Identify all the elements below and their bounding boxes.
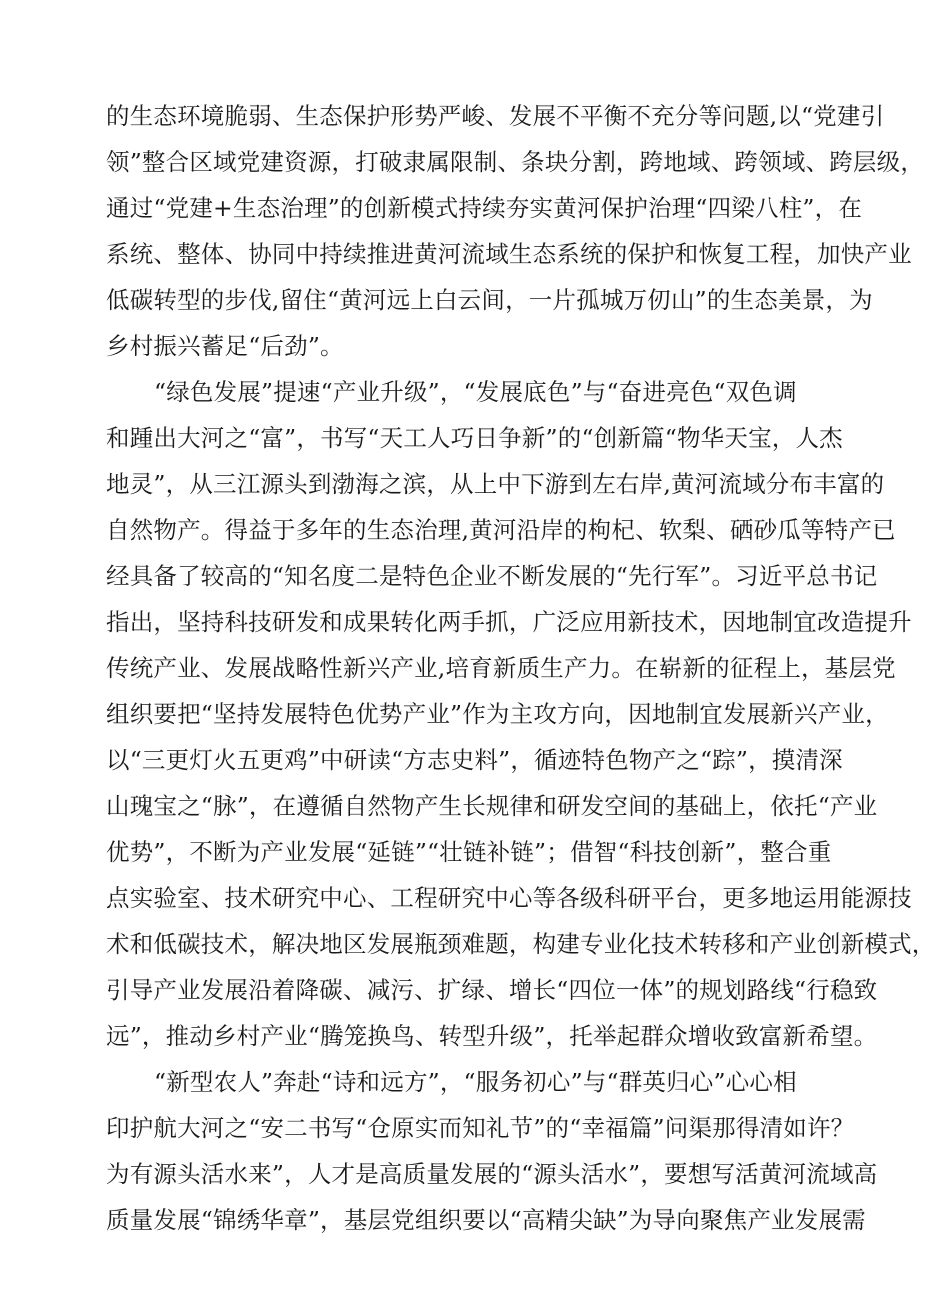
text-line: 系统、整体、协同中持续推进黄河流域生态系统的保护和恢复工程，加快产业 (106, 240, 912, 268)
text-line: 传统产业、发展战略性新兴产业,培育新质生产力。在崭新的征程上，基层党 (106, 654, 896, 682)
text-line: 的生态环境脆弱、生态保护形势严峻、发展不平衡不充分等问题,以“党建引 (106, 102, 885, 130)
text-line: 乡村振兴蓄足“后劲”。 (106, 332, 344, 360)
text-line: 山瑰宝之“脉”，在遵循自然物产生长规律和研发空间的基础上，依托“产业 (106, 792, 878, 820)
text-line: 低碳转型的步伐,留住“黄河远上白云间，一片孤城万仞山”的生态美景，为 (106, 286, 873, 314)
text-line: 和踵出大河之“富”，书写“天工人巧日争新”的“创新篇“物华天宝，人杰 (106, 424, 843, 452)
paragraph-first-line: “新型农人”奔赴“诗和远方”，“服务初心”与“群英归心”心心相 (154, 1068, 797, 1096)
text-line: 远”，推动乡村产业“腾笼换鸟、转型升级”，托举起群众增收致富新希望。 (106, 1022, 878, 1050)
text-line: 为有源头活水来”，人才是高质量发展的“源头活水”，要想写活黄河流域高 (106, 1160, 878, 1188)
text-line: 地灵”，从三江源头到渤海之滨，从上中下游到左右岸,黄河流域分布丰富的 (106, 470, 885, 498)
text-line: 术和低碳技术，解决地区发展瓶颈难题，构建专业化技术转移和产业创新模式， (106, 930, 936, 958)
text-line: 自然物产。得益于多年的生态治理,黄河沿岸的枸杞、软梨、硒砂瓜等特产已 (106, 516, 896, 544)
text-line: 质量发展“锦绣华章”，基层党组织要以“高精尖缺”为导向聚焦产业发展需 (106, 1206, 866, 1234)
text-line: 通过“党建+生态治理”的创新模式持续夯实黄河保护治理“四梁八柱”，在 (106, 194, 863, 222)
text-line: 指出，坚持科技研发和成果转化两手抓，广泛应用新技术，因地制宜改造提升 (106, 608, 912, 636)
text-line: 引导产业发展沿着降碳、减污、扩绿、增长“四位一体”的规划路线“行稳致 (106, 976, 878, 1004)
text-line: 组织要把“坚持发展特色优势产业”作为主攻方向，因地制宜发展新兴产业， (106, 700, 889, 728)
text-line: 印护航大河之“安二书写“仓原实而知礼节”的“幸福篇”问渠那得清如许？ (106, 1114, 855, 1142)
text-line: 优势”，不断为产业发展“延链”“壮链补链”；借智“科技创新”，整合重 (106, 838, 832, 866)
text-line: 以“三更灯火五更鸡”中研读“方志史料”，循迹特色物产之“踪”，摸清深 (106, 746, 843, 774)
text-line: 领”整合区域党建资源，打破隶属限制、条块分割，跨地域、跨领域、跨层级， (106, 148, 925, 176)
text-line: 经具备了较高的“知名度二是特色企业不断发展的“先行军”。习近平总书记 (106, 562, 878, 590)
text-line: 点实验室、技术研究中心、工程研究中心等各级科研平台，更多地运用能源技 (106, 884, 912, 912)
paragraph-first-line: “绿色发展”提速“产业升级”，“发展底色”与“奋进亮色“双色调 (154, 378, 797, 406)
